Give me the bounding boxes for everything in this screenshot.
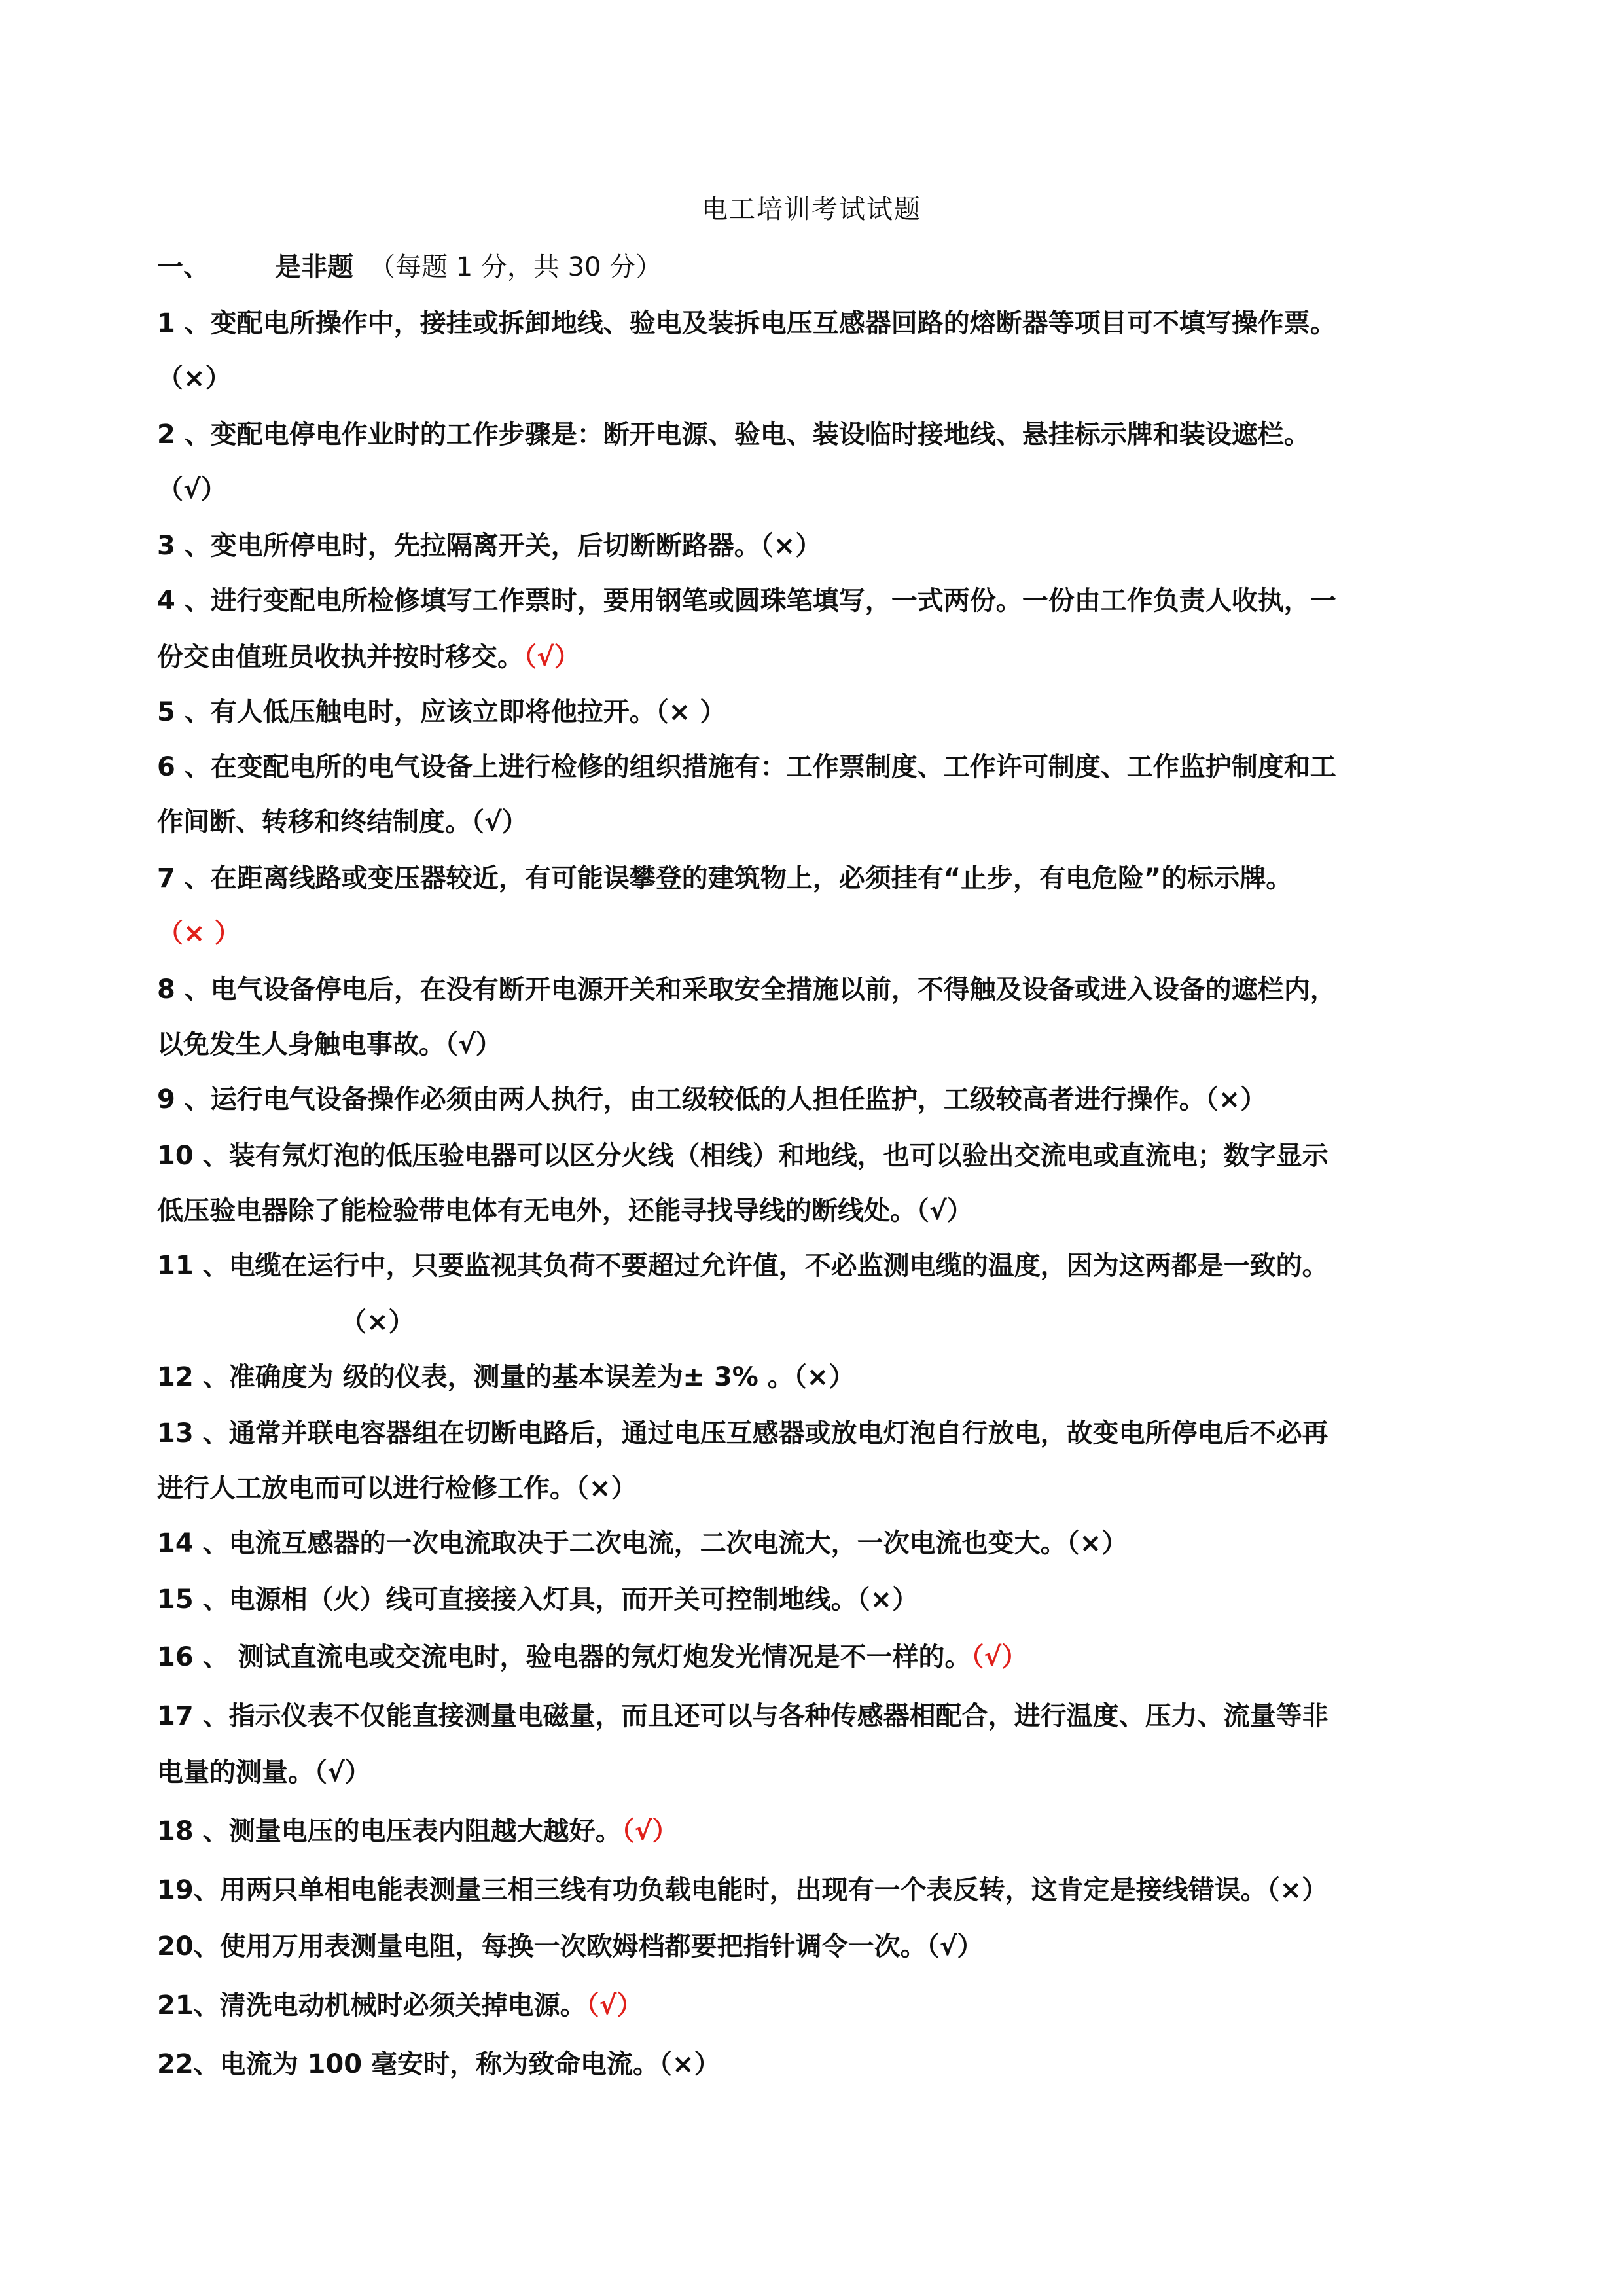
question-line: 进行人工放电而可以进行检修工作。（×） <box>157 1473 637 1503</box>
question-line: 17 、指示仪表不仅能直接测量电磁量，而且还可以与各种传感器相配合，进行温度、压力、流量等非 <box>157 1701 1329 1731</box>
section-label: 是非题 <box>275 252 353 282</box>
question-line: 22、电流为 100 毫安时，称为致命电流。（×） <box>157 2049 721 2079</box>
question-line: 21、清洗电动机械时必须关掉电源。（√） <box>157 1990 643 2020</box>
question-line: 4 、进行变配电所检修填写工作票时，要用钢笔或圆珠笔填写，一式两份。一份由工作负责人收执，一 <box>157 586 1336 616</box>
question-line: 18 、测量电压的电压表内阻越大越好。（√） <box>157 1816 679 1846</box>
question-line: 6 、在变配电所的电气设备上进行检修的组织措施有：工作票制度、工作许可制度、工作监护制度和工 <box>157 752 1336 782</box>
question-line: 11 、电缆在运行中，只要监视其负荷不要超过允许值，不必监测电缆的温度，因为这两都是一致的。 <box>157 1251 1329 1281</box>
question-line: 以免发生人身触电事故。（√） <box>157 1030 502 1060</box>
question-line: 作间断、转移和终结制度。（√） <box>157 807 528 837</box>
question-line: 13 、通常并联电容器组在切断电路后，通过电压互感器或放电灯泡自行放电，故变电所停电后不必再 <box>157 1418 1329 1448</box>
section-note: （每题 1 分，共 30 分） <box>369 252 662 282</box>
question-line: （×） <box>340 1307 415 1337</box>
question-line: 19、用两只单相电能表测量三相三线有功负载电能时，出现有一个表反转，这肯定是接线错误。（×） <box>157 1875 1329 1905</box>
question-line: 低压验电器除了能检验带电体有无电外，还能寻找导线的断线处。（√） <box>157 1196 973 1226</box>
question-line: 份交由值班员收执并按时移交。（√） <box>157 642 580 672</box>
question-line: （× ） <box>157 918 241 948</box>
question-line: 12 、准确度为 级的仪表，测量的基本误差为± 3% 。（×） <box>157 1362 855 1392</box>
question-line: 2 、变配电停电作业时的工作步骤是：断开电源、验电、装设临时接地线、悬挂标示牌和装设遮栏。 <box>157 420 1310 450</box>
question-line: 14 、电流互感器的一次电流取决于二次电流，二次电流大，一次电流也变大。（×） <box>157 1528 1128 1558</box>
question-line: 9 、运行电气设备操作必须由两人执行，由工级较低的人担任监护，工级较高者进行操作。（×） <box>157 1085 1267 1115</box>
question-line: （√） <box>157 475 227 505</box>
question-line: 3 、变电所停电时，先拉隔离开关，后切断断路器。（×） <box>157 531 822 561</box>
section-heading <box>157 249 662 285</box>
page-title: 电工培训考试试题 <box>702 194 921 224</box>
question-line: 10 、装有氖灯泡的低压验电器可以区分火线（相线）和地线，也可以验出交流电或直流电；数字显示 <box>157 1141 1329 1171</box>
question-line: 15 、电源相（火）线可直接接入灯具，而开关可控制地线。（×） <box>157 1585 919 1615</box>
question-line: （×） <box>157 363 232 393</box>
question-line: 1 、变配电所操作中，接挂或拆卸地线、验电及装拆电压互感器回路的熔断器等项目可不填写操作票。 <box>157 308 1336 338</box>
question-line: 7 、在距离线路或变压器较近，有可能误攀登的建筑物上，必须挂有“止步，有电危险”的标示牌。 <box>157 863 1293 893</box>
question-line: 16 、 测试直流电或交流电时，验电器的氖灯炮发光情况是不一样的。（√） <box>157 1642 1028 1672</box>
question-line: 5 、有人低压触电时，应该立即将他拉开。（× ） <box>157 697 726 727</box>
section-number: 一、 <box>157 252 209 282</box>
question-line: 电量的测量。（√） <box>157 1757 371 1787</box>
question-line: 20、使用万用表测量电阻，每换一次欧姆档都要把指针调令一次。（√） <box>157 1931 984 1962</box>
question-line: 8 、电气设备停电后，在没有断开电源开关和采取安全措施以前，不得触及设备或进入设备的遮栏内， <box>157 975 1336 1005</box>
